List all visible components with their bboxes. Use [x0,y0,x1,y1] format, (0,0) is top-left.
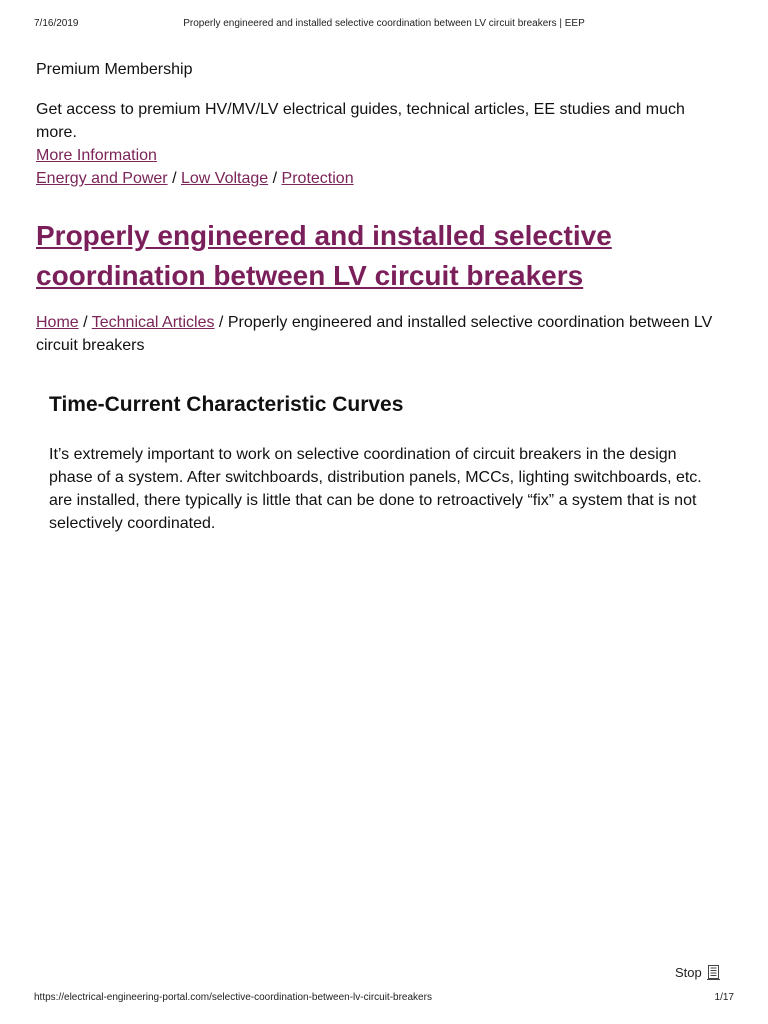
category-links [36,167,728,190]
breadcrumb-home-link[interactable]: Home [36,314,79,331]
category-separator: / [172,170,177,187]
print-document-title: Properly engineered and installed selective coordination between LV circuit breakers | EEP [183,18,585,29]
print-footer [34,992,734,1006]
stop-label: Stop [675,964,702,980]
article-title-link[interactable]: Properly engineered and installed selective coordination between LV circuit breakers [36,220,612,291]
category-separator: / [272,170,278,187]
breadcrumb [36,311,728,357]
breadcrumb-separator: / [83,314,88,331]
document-icon [707,965,720,980]
section-paragraph: It’s extremely important to work on selective coordination of circuit breakers in the design phase of a system. After switchboards, distribution panels, MCCs, lighting switchboards, etc. are installed, there typically is little that can be done to retroactively “fix” a system that is not selectively coordinated. [49,446,702,532]
more-information-row [36,144,728,167]
breadcrumb-current-page: Properly engineered and installed selective coordination between LV circuit breakers [36,314,713,354]
print-url: https://electrical-engineering-portal.com/selective-coordination-between-lv-circuit-breakers [34,992,432,1003]
more-information-link[interactable]: More Information [36,147,157,164]
membership-heading: Premium Membership [36,61,193,78]
article-section [36,391,728,535]
breadcrumb-technical-articles-link[interactable]: Technical Articles [91,314,215,331]
page-content [36,58,728,535]
stop-button[interactable] [675,963,720,981]
category-link-protection[interactable]: Protection [281,170,354,187]
print-date: 7/16/2019 [34,18,79,29]
article-title [36,216,728,296]
section-heading: Time-Current Characteristic Curves [49,393,404,416]
membership-description: Get access to premium HV/MV/LV electrical guides, technical articles, EE studies and much more. [36,101,685,141]
breadcrumb-separator: / [218,314,224,331]
page-number: 1/17 [714,992,734,1003]
category-link-low-voltage[interactable]: Low Voltage [181,170,269,187]
print-header [34,18,734,32]
category-link-energy-and-power[interactable]: Energy and Power [36,170,168,187]
